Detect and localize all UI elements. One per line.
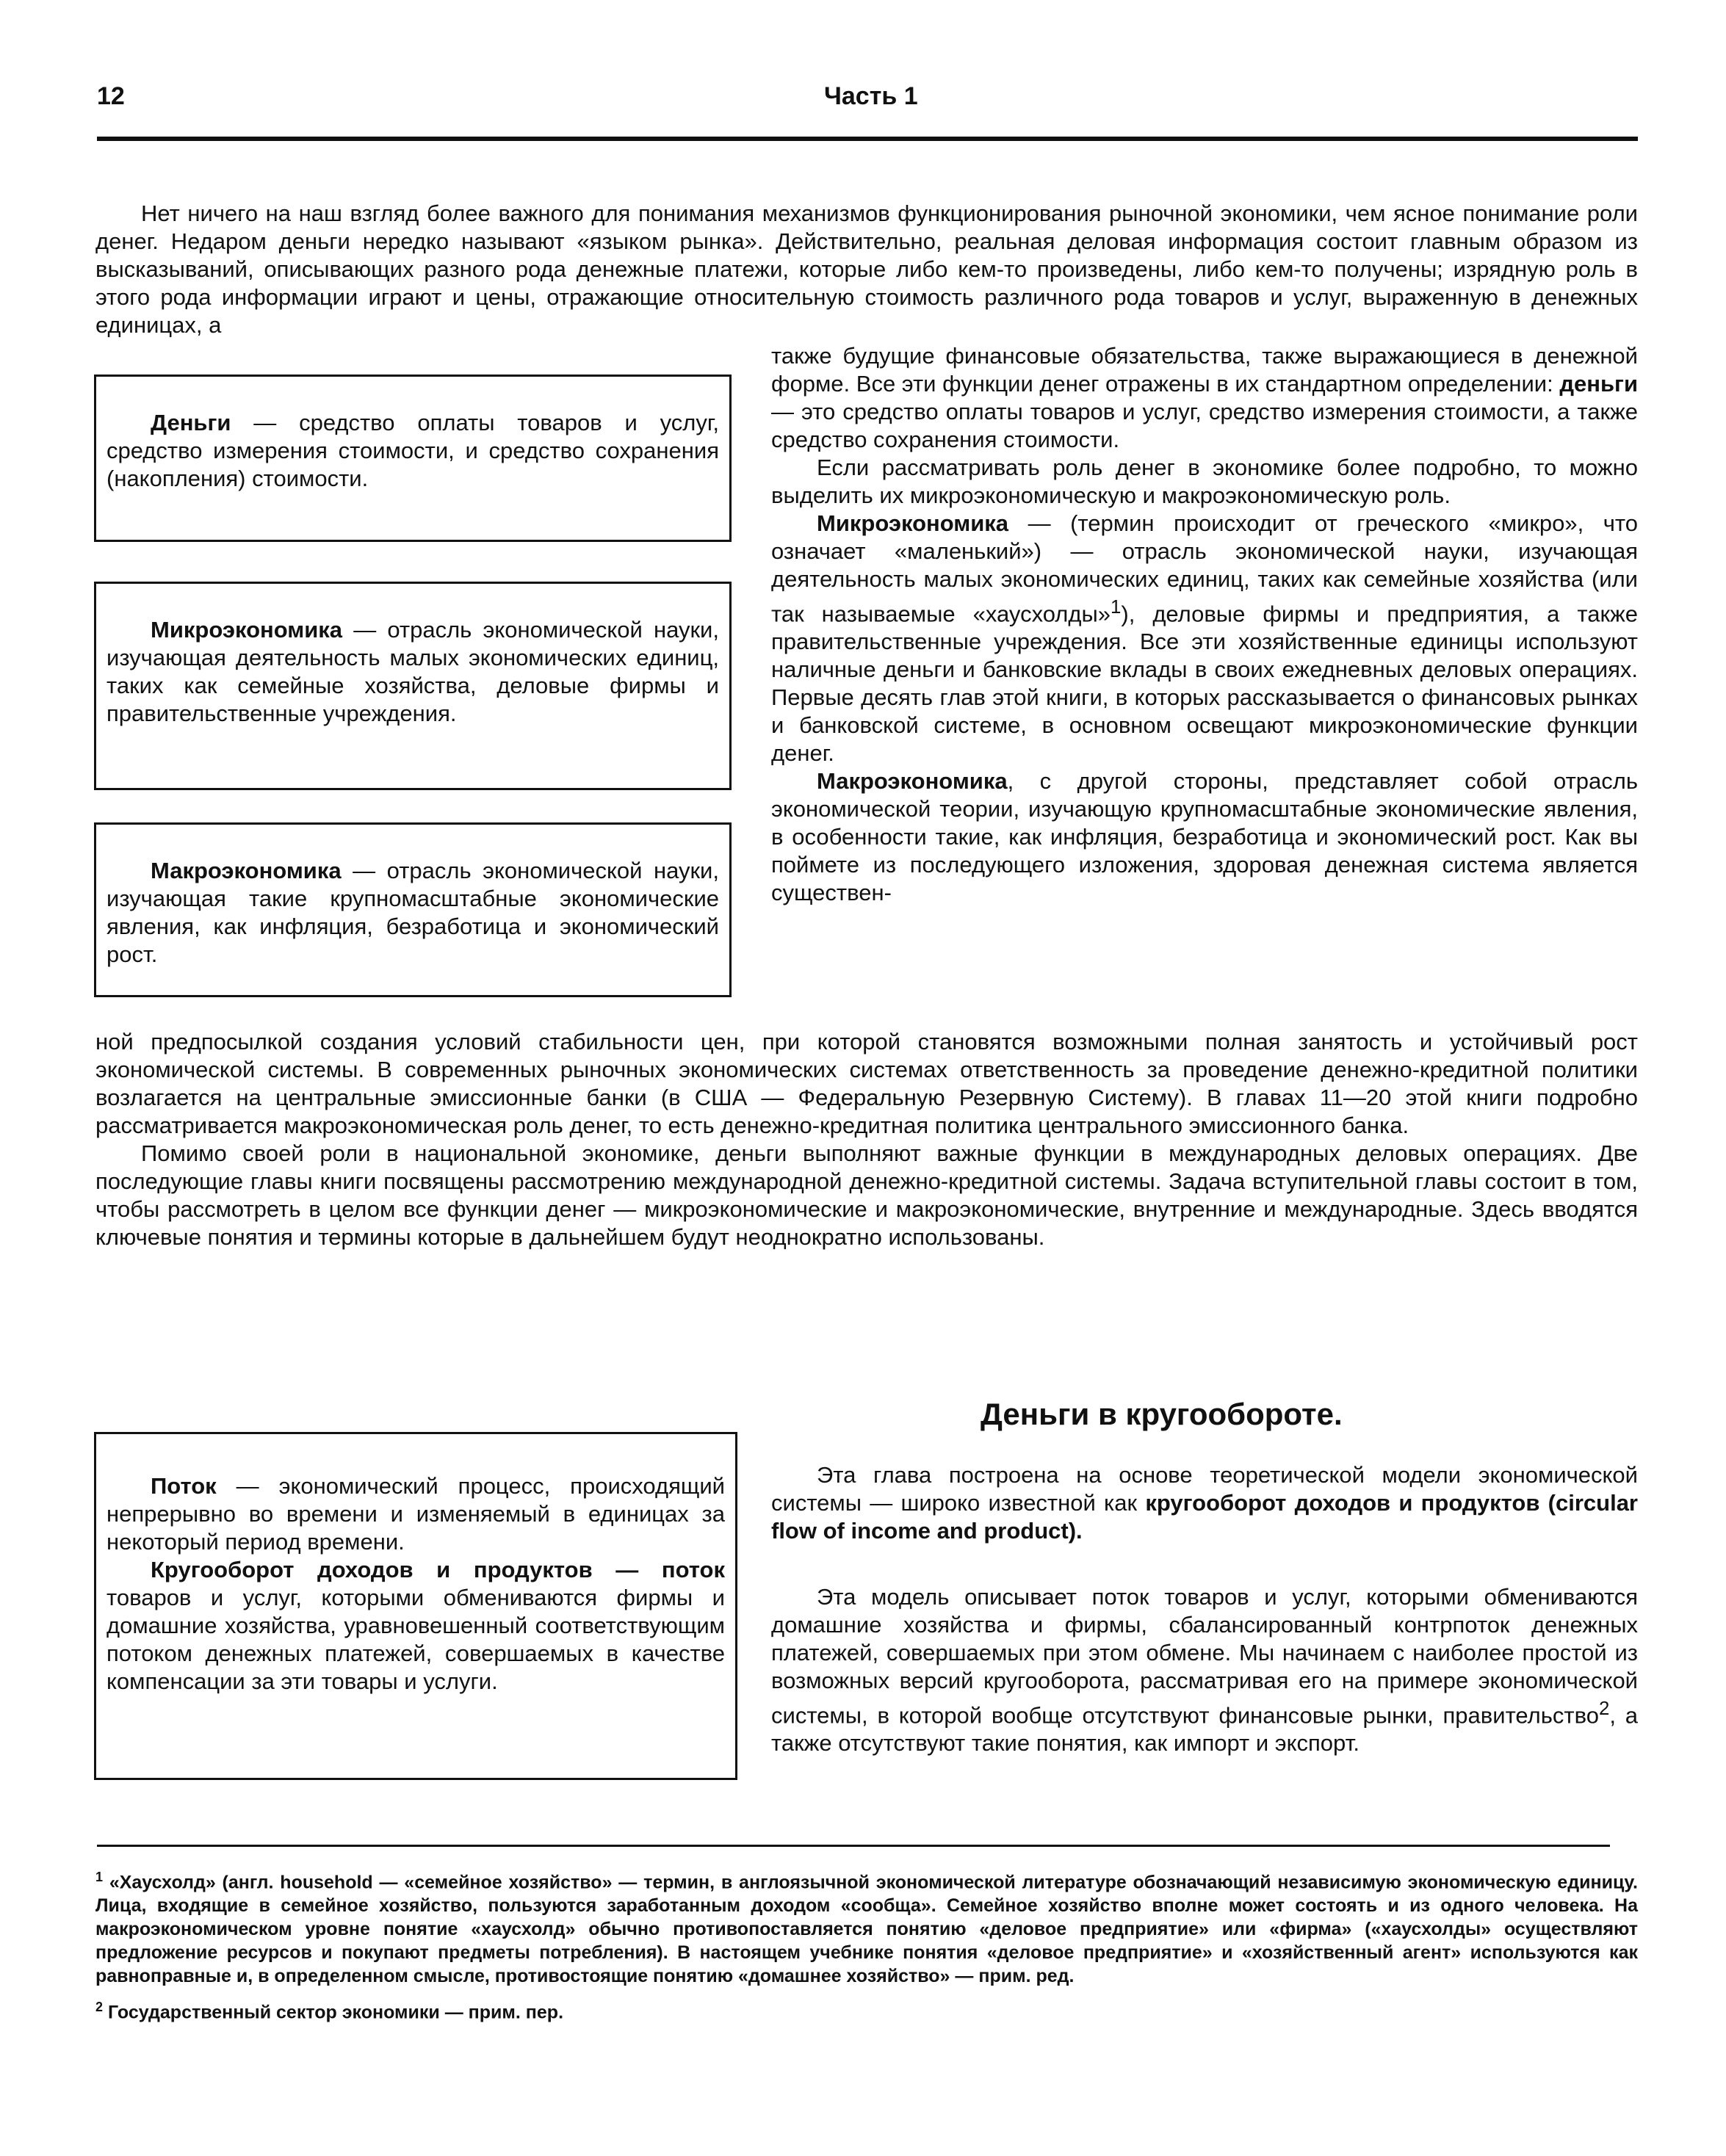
definition-box-flow (94, 1432, 737, 1780)
footnote-mark: 1 (95, 1870, 104, 1884)
full-width-text (95, 1028, 1638, 1251)
text-run: — (термин происходит от греческого «микро», что означает «маленький») — отрасль экономической науки, изучающая деятельность малых экономических единиц, таких как семейные хозяйства (или так называемые «хаусхолды» (771, 510, 1638, 627)
box-term: Микроэкономика (151, 617, 343, 643)
intro-paragraph: Нет ничего на наш взгляд более важного для понимания механизмов функционирования рыночной экономики, чем ясное понимание роли денег. Недаром деньги нередко называют «языком рынка». Действительно, реальная деловая информация состоит главным образом из высказываний, описывающих разного рода денежные платежи, которые либо кем-то произведены, либо кем-то получены; изрядную роль в этого рода информации играют и цены, отражающие относительную стоимость различного рода товаров и услуг, выраженную в денежных единицах, а (95, 200, 1638, 338)
box-text: товаров и услуг, которыми обмениваются фирмы и домашние хозяйства, уравновешенный соответствующим потоком денежных платежей, совершаемых в качестве компенсации за эти товары и услуги. (106, 1585, 725, 1694)
footnote-text: Государственный сектор экономики — прим. пер. (107, 2002, 564, 2023)
box-text: — экономический процесс, происходящий непрерывно во времени и изменяемый в единицах за некоторый период времени. (106, 1473, 725, 1555)
footnote-text: «Хаусхолд» (англ. household — «семейное хозяйство» — термин, в англоязычной экономической литературе обозначающий независимую экономическую единицу. Лица, входящие в семейное хозяйство, пользуются заработанным доходом «сообща». Семейное хозяйство вполне может состоять и из одного человека. На макроэкономическом уровне понятие «хаусхолд» обычно противопоставляется понятию «деловое предприятие» или «фирма» («хаусхолды» осуществляют предложение ресурсов и покупают предметы потребления). В настоящем учебнике понятия «деловое предприятие» и «хозяйственный агент» используются как равноправные и, в определенном смысле, противостоящие понятию «домашнее хозяйство» — прим. ред. (95, 1872, 1638, 1987)
box-text: — средство оплаты товаров и услуг, средство измерения стоимости, и средство сохранения (накопления) стоимости. (106, 410, 719, 491)
footnote-ref[interactable]: 2 (1598, 1699, 1610, 1719)
paragraph (771, 342, 1638, 454)
box-term: Кругооборот доходов и продуктов — поток (151, 1557, 725, 1582)
text-run: ), деловые фирмы и предприятия, а также правительственные учреждения. Все эти хозяйственные единицы используют наличные деньги и банковские вклады в своих ежедневных деловых операциях. Первые десять глав этой книги, в которых рассказывается о финансовых рынках и банковской системе, в основном освещают микроэкономические функции денег. (771, 601, 1638, 767)
section-paragraph (771, 1461, 1638, 1545)
page-number: 12 (97, 82, 125, 110)
box-term: Макроэкономика (151, 858, 342, 883)
section-heading: Деньги в кругообороте. (981, 1397, 1343, 1431)
text-run: Эта модель описывает поток товаров и услуг, которыми обмениваются домашние хозяйства и фирмы, сбалансированный контрпоток денежных платежей, совершаемых при этом обмене. Мы начинаем с наиболее простой из возможных версий кругооборота, рассматривая его на примере экономической системы, в которой вообще отсутствуют финансовые рынки, правительство (771, 1584, 1638, 1729)
definition-box-macroeconomics (94, 822, 732, 997)
text-run: — это средство оплаты товаров и услуг, средство измерения стоимости, а также средство сохранения стоимости. (771, 399, 1638, 452)
footnote (95, 1995, 1638, 2024)
footnote-ref[interactable]: 1 (1111, 597, 1122, 618)
section-paragraph (771, 1583, 1638, 1757)
paragraph: Если рассматривать роль денег в экономике более подробно, то можно выделить их микроэкономическую и макроэкономическую роль. (771, 455, 1638, 508)
term: Микроэкономика (817, 510, 1009, 536)
right-column-text (771, 342, 1638, 907)
paragraph: Помимо своей роли в национальной экономике, деньги выполняют важные функции в международных деловых операциях. Две последующие главы книги посвящены рассмотрению международной денежно-кредитной системы. Задача вступительной главы состоит в том, чтобы рассмотреть в целом все функции денег — микроэкономические и макроэкономические, внутренние и международные. Здесь вводятся ключевые понятия и термины которые в дальнейшем будут неоднократно использованы. (95, 1140, 1638, 1250)
paragraph (771, 510, 1638, 767)
running-head (97, 82, 1638, 119)
term: кругооборот доходов и продуктов (circular flow of income and product). (771, 1490, 1638, 1544)
box-term: Поток (151, 1473, 217, 1499)
term: деньги (1559, 371, 1638, 397)
paragraph (771, 767, 1638, 907)
footnote (95, 1865, 1638, 1988)
box-text: — отрасль экономической науки, изучающая деятельность малых экономических единиц, таких как семейные хозяйства, деловые фирмы и правительственные учреждения. (106, 617, 719, 726)
text-run: также будущие финансовые обязательства, также выражающиеся в денежной форме. Все эти функции денег отражены в их стандартном определении: (771, 343, 1638, 397)
text-run: , с другой стороны, представляет собой отрасль экономической теории, изучающую крупномасштабные экономические явления, в особенности такие, как инфляция, безработица и экономический рост. Как вы поймете из последующего изложения, здоровая денежная система является существен- (771, 768, 1638, 906)
box-term: Деньги (151, 410, 231, 435)
text-run: , а также отсутствуют такие понятия, как импорт и экспорт. (771, 1702, 1638, 1757)
footnote-rule (97, 1845, 1610, 1847)
text-run: Эта глава построена на основе теоретической модели экономической системы — широко известной как (771, 1462, 1638, 1516)
footnotes (95, 1865, 1638, 2032)
part-title: Часть 1 (824, 82, 918, 110)
header-rule (97, 137, 1638, 141)
definition-box-money (94, 375, 732, 542)
term: Макроэкономика (817, 768, 1008, 795)
paragraph: ной предпосылкой создания условий стабильности цен, при которой становятся возможными полная занятость и устойчивый рост экономической системы. В современных рыночных экономических системах ответственность за проведение денежно-кредитной политики возлагается на центральные эмиссионные банки (в США — Федеральную Резервную Систему). В главах 11—20 этой книги подробно рассматривается макроэкономическая роль денег, то есть денежно-кредитная политика центрального эмиссионного банка. (95, 1029, 1638, 1138)
definition-box-microeconomics (94, 582, 732, 790)
box-text: — отрасль экономической науки, изучающая такие крупномасштабные экономические явления, как инфляция, безработица и экономический рост. (106, 858, 719, 967)
footnote-mark: 2 (95, 2000, 104, 2015)
